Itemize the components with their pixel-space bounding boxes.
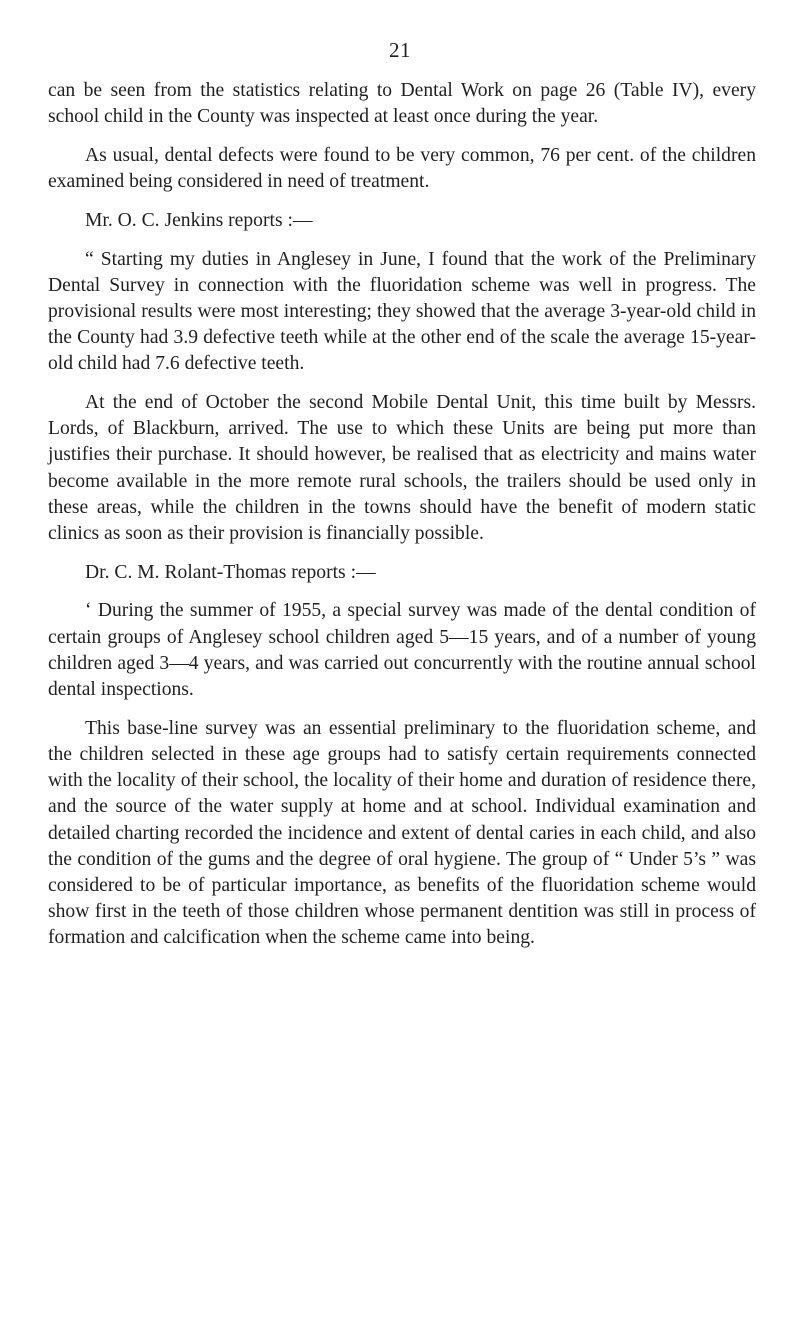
paragraph-jenkins-survey: “ Starting my duties in Anglesey in June, I found that the work of the Preliminary Dental Survey in connection with the fluoridation scheme was well in progress. The provisional results were most interesting; they showed that the average 3-year-old child in the County had 3.9 defective teeth while at the other end of the scale the average 15-year-old child had 7.6 defective teeth. [48,248,756,375]
paragraph-rolant-thomas-intro: Dr. C. M. Rolant-Thomas reports :— [85,561,376,583]
paragraph-summer-survey: ‘ During the summer of 1955, a special survey was made of the dental condition of certain groups of Anglesey school children aged 5—15 years, and of a number of young children aged 3—4 years, and was carried out concurrently with the routine annual school dental inspections. [48,600,756,701]
paragraph-jenkins-intro: Mr. O. C. Jenkins reports :— [85,209,313,231]
paragraph-baseline-survey: This base-line survey was an essential preliminary to the fluoridation scheme, and the children selected in these age groups had to satisfy certain requirements connected with the locality of their school, the locality of their home and duration of residence there, and the source of the water supply at home and at school. Individual examination and detailed charting recorded the incidence and extent of dental caries in each child, and also the condition of the gums and the degree of oral hygiene. The group of “ Under 5’s ” was considered to be of particular importance, as benefits of the fluoridation scheme would show first in the teeth of those children whose permanent dentition was still in process of formation and calcification when the scheme came into being. [48,717,756,949]
paragraph-dental-defects: As usual, dental defects were found to be very common, 76 per cent. of the children examined being considered in need of treatment. [48,144,756,193]
document-body [48,78,756,964]
paragraph-continuation: can be seen from the statistics relating to Dental Work on page 26 (Table IV), every school child in the County was inspected at least once during the year. [48,80,756,128]
page-number: 21 [389,38,411,62]
paragraph-mobile-unit: At the end of October the second Mobile Dental Unit, this time built by Messrs. Lords, of Blackburn, arrived. The use to which these Units are being put more than justifies their purchase. It should however, be realised that as electricity and mains water become available in the more remote rural schools, the trailers should be used only in these areas, while the children in the towns should have the benefit of modern static clinics as soon as their provision is financially possible. [48,392,756,545]
